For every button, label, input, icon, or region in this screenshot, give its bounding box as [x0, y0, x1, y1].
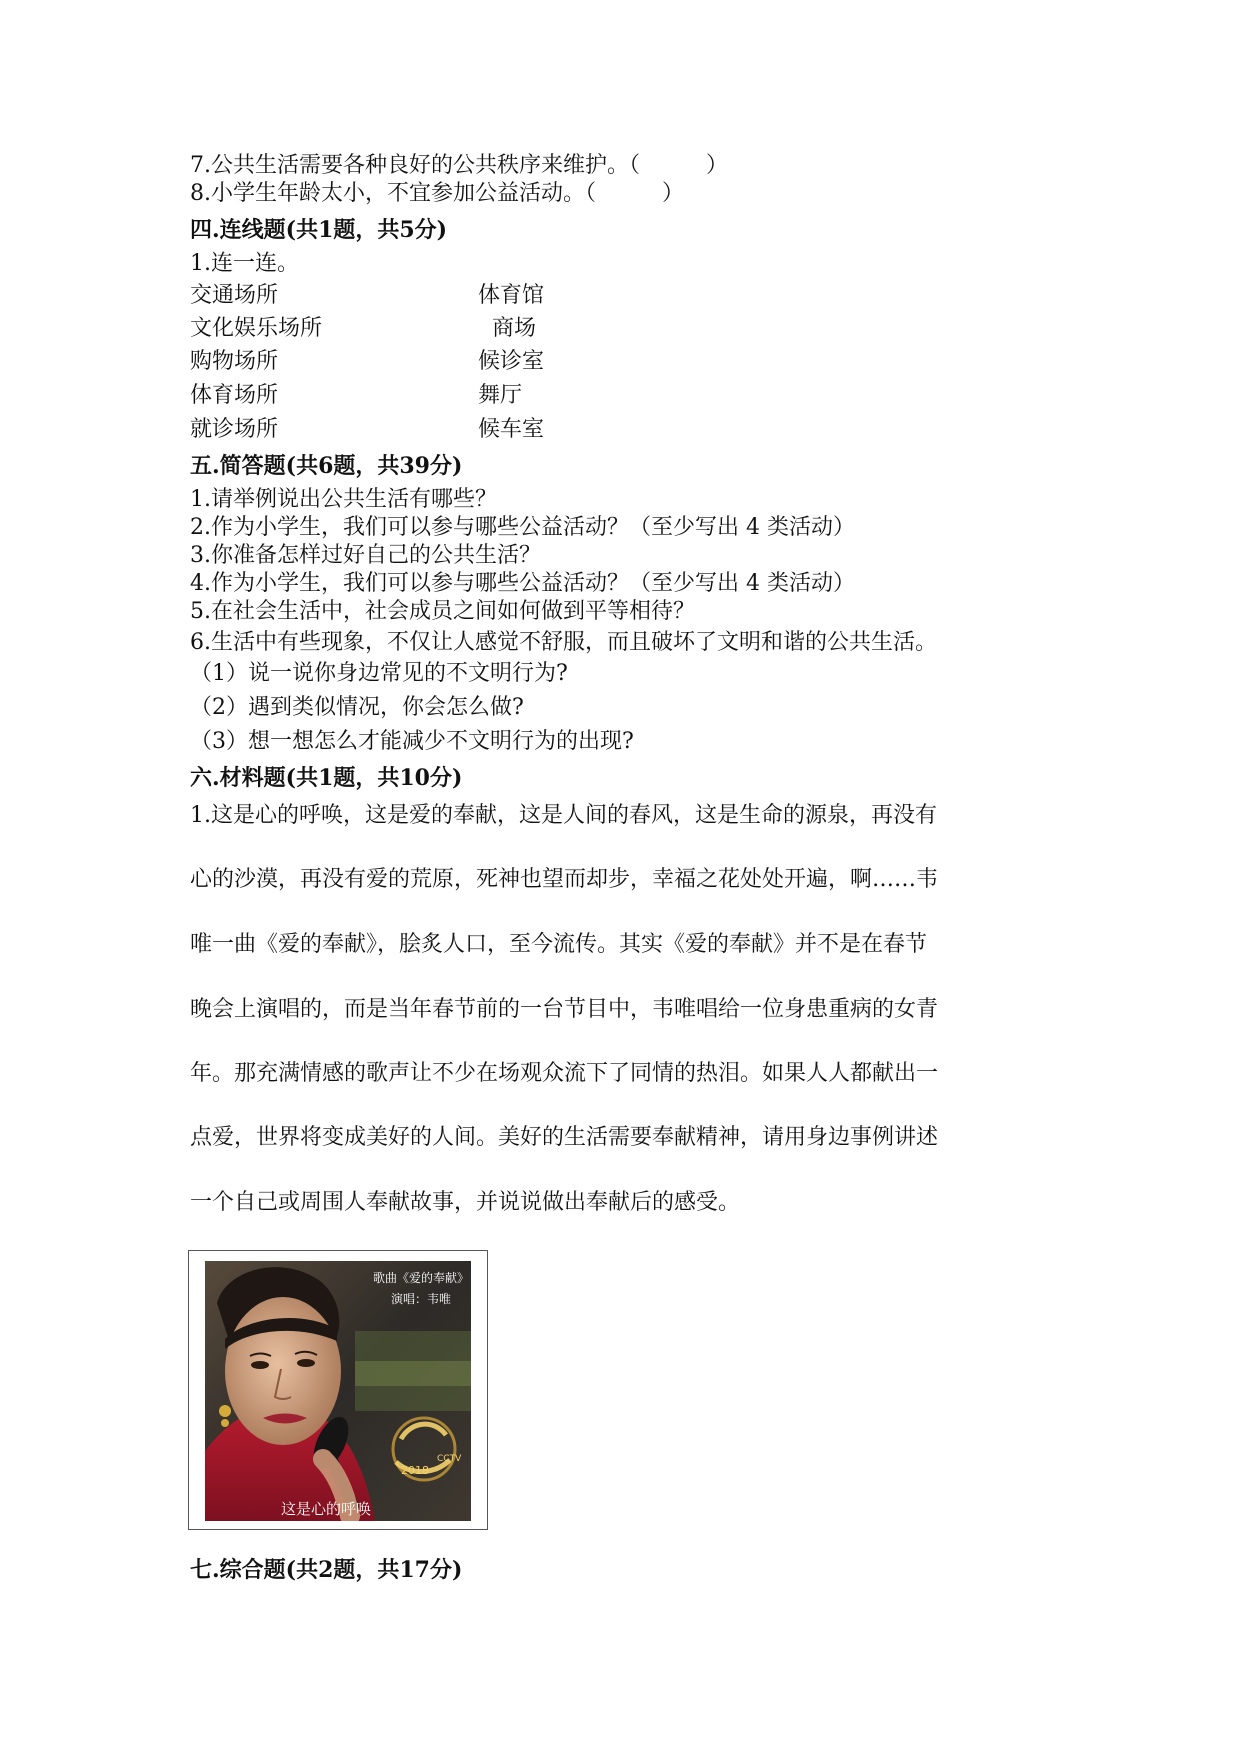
short-answer-subquestion: （3）想一想怎么才能减少不文明行为的出现?	[190, 729, 634, 754]
material-paragraph-line: 心的沙漠，再没有爱的荒原，死神也望而却步，幸福之花处处开遍，啊……韦	[190, 867, 939, 892]
matching-left-item: 购物场所	[190, 349, 279, 374]
short-answer-question: 1.请举例说出公共生活有哪些？	[190, 487, 497, 512]
material-paragraph-line: 唯一曲《爱的奉献》，脍炙人口，至今流传。其实《爱的奉献》并不是在春节	[190, 932, 928, 957]
short-answer-question: 5.在社会生活中，社会成员之间如何做到平等相待？	[190, 599, 695, 624]
short-answer-subquestion: （1）说一说你身边常见的不文明行为?	[190, 661, 568, 686]
section-heading-material: 六.材料题(共1题，共10分)	[190, 765, 463, 791]
matching-right-item: 商场	[492, 316, 537, 341]
singer-caption: 演唱：韦唯	[391, 1292, 452, 1306]
material-paragraph-line: 一个自己或周围人奉献故事，并说说做出奉献后的感受。	[190, 1190, 741, 1215]
short-answer-subquestion: （2）遇到类似情况，你会怎么做?	[190, 695, 524, 720]
judgment-question-8: 8.小学生年龄太小，不宜参加公益活动。（ ）	[190, 181, 684, 206]
matching-left-item: 就诊场所	[190, 417, 279, 442]
matching-right-item: 体育馆	[478, 283, 545, 308]
section-heading-comprehensive: 七.综合题(共2题，共17分)	[190, 1557, 463, 1583]
judgment-question-7: 7.公共生活需要各种良好的公共秩序来维护。（ ）	[190, 153, 728, 178]
matching-right-item: 候诊室	[478, 349, 545, 374]
short-answer-question: 2.作为小学生，我们可以参与哪些公益活动？（至少写出 4 类活动）	[190, 515, 855, 540]
material-photo-frame	[188, 1250, 488, 1530]
matching-right-item: 候车室	[478, 417, 545, 442]
logo-brand: CCTV	[437, 1454, 462, 1464]
short-answer-question: 6.生活中有些现象，不仅让人感觉不舒服，而且破坏了文明和谐的公共生活。	[190, 630, 937, 655]
matching-left-item: 交通场所	[190, 283, 279, 308]
section-heading-short-answer: 五.简答题(共6题，共39分)	[190, 453, 463, 479]
logo-year: 2018	[401, 1464, 429, 1477]
matching-right-item: 舞厅	[478, 383, 523, 408]
matching-left-item: 文化娱乐场所	[190, 316, 323, 341]
material-paragraph-line: 晚会上演唱的，而是当年春节前的一台节目中，韦唯唱给一位身患重病的女青	[190, 997, 939, 1022]
material-paragraph-line: 点爱，世界将变成美好的人间。美好的生活需要奉献精神，请用身边事例讲述	[190, 1125, 939, 1150]
material-paragraph-line: 1.这是心的呼唤，这是爱的奉献，这是人间的春风，这是生命的源泉，再没有	[190, 803, 937, 828]
section-heading-matching: 四.连线题(共1题，共5分)	[190, 217, 448, 243]
short-answer-question: 4.作为小学生，我们可以参与哪些公益活动？（至少写出 4 类活动）	[190, 571, 855, 596]
matching-question: 1.连一连。	[190, 251, 299, 276]
matching-left-item: 体育场所	[190, 383, 279, 408]
short-answer-question: 3.你准备怎样过好自己的公共生活？	[190, 543, 541, 568]
singer-photo	[205, 1261, 471, 1521]
material-paragraph-line: 年。那充满情感的歌声让不少在场观众流下了同情的热泪。如果人人都献出一	[190, 1061, 939, 1086]
lyric-subtitle: 这是心的呼唤	[281, 1500, 372, 1518]
song-caption: 歌曲《爱的奉献》	[373, 1271, 470, 1285]
